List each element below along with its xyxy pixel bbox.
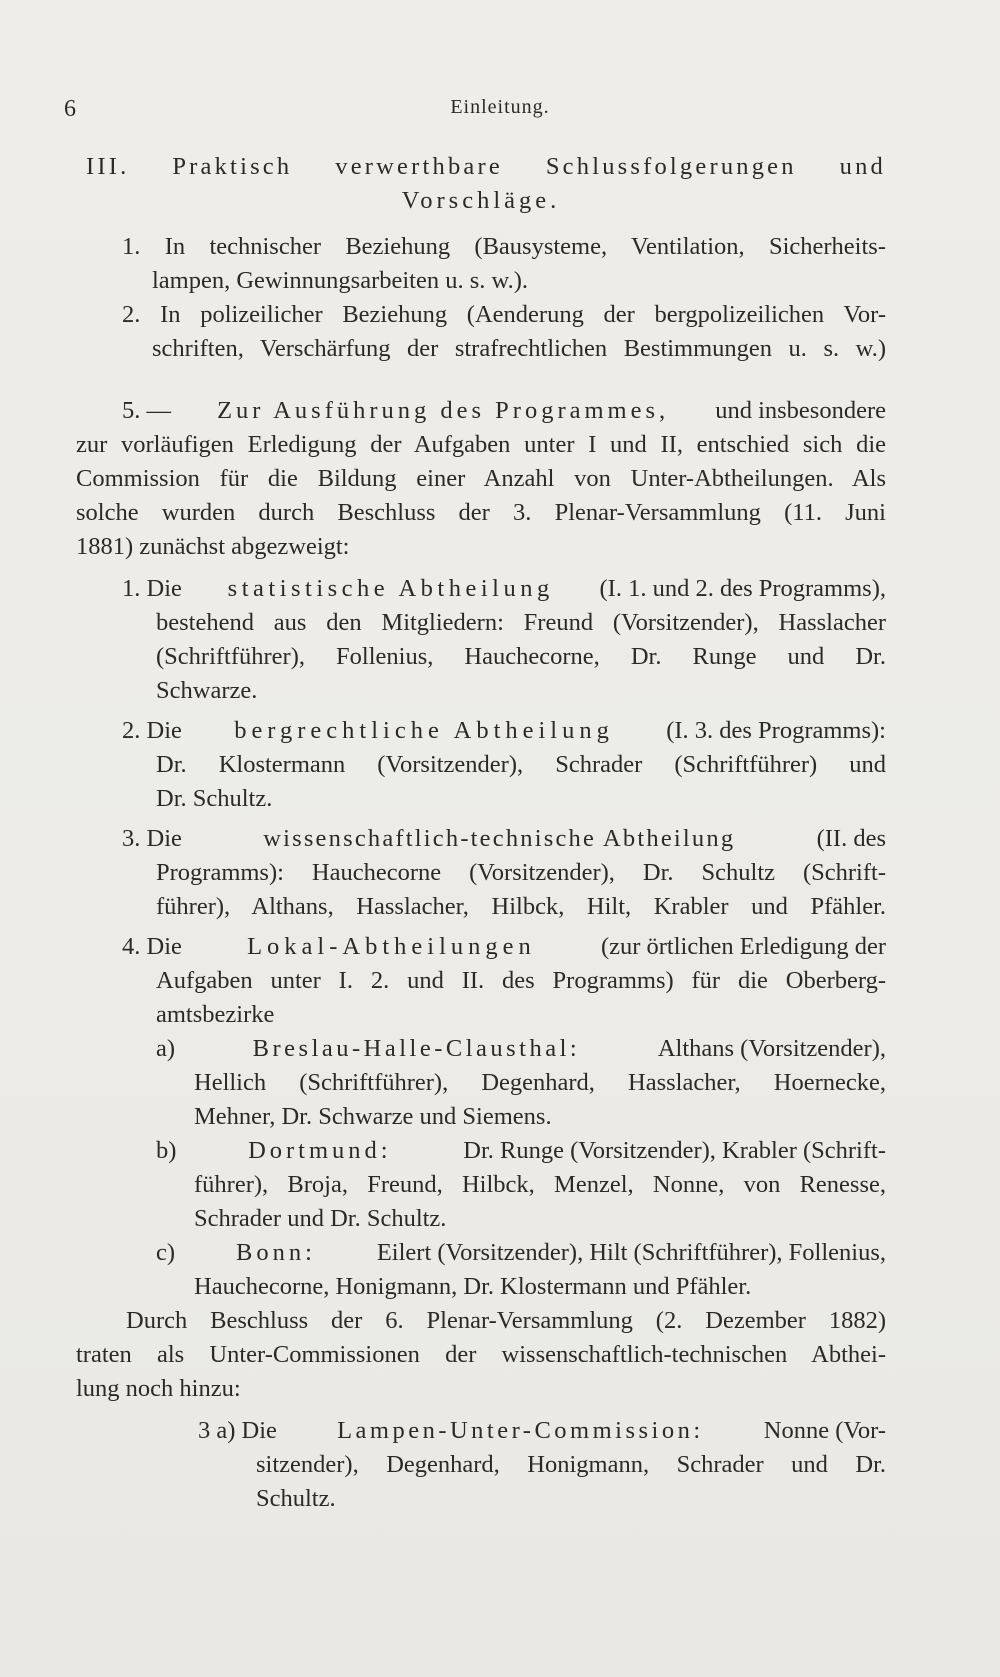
sub-3a-spaced: Lampen-Unter-Commission:: [337, 1417, 704, 1444]
abt2-line3: Dr. Schultz.: [156, 785, 273, 812]
section-item1-line2: lampen, Gewinnungsarbeiten u. s. w.).: [152, 267, 529, 294]
para5-line5: 1881) zunächst abgezweigt:: [76, 533, 350, 560]
abt1-line4: Schwarze.: [156, 677, 258, 704]
sub-a-line1: [156, 1032, 886, 1066]
page-number: 6: [64, 96, 76, 122]
abt2-spaced: bergrechtliche Abtheilung: [234, 717, 614, 744]
abt2-line2: Dr. Klostermann (Vorsitzender), Schrader (Schriftführer) und: [156, 751, 886, 778]
sub-c-label: c): [156, 1239, 176, 1266]
sub-a-rest: Althans (Vorsitzender),: [657, 1035, 886, 1062]
sub-b-label: b): [156, 1137, 177, 1164]
para5-spaced: Zur Ausführung des Programmes,: [217, 397, 670, 424]
sub-a-line3: Mehner, Dr. Schwarze und Siemens.: [194, 1103, 552, 1130]
sub-c-line2: Hauchecorne, Honigmann, Dr. Klostermann und Pfähler.: [194, 1273, 752, 1300]
abt1-rest: (I. 1. und 2. des Programms),: [599, 575, 886, 602]
para5-number: 5. —: [122, 397, 171, 424]
abt2-line1: [122, 714, 886, 748]
abt4-line1: [122, 930, 886, 964]
running-title: Einleitung.: [450, 96, 550, 118]
para5-line1: [122, 394, 886, 428]
durch-line3: lung noch hinzu:: [76, 1375, 241, 1402]
abt3-line3: führer), Althans, Hasslacher, Hilbck, Hilt, Krabler und Pfähler.: [156, 893, 886, 920]
sub-a-spaced: Breslau-Halle-Clausthal:: [252, 1035, 581, 1062]
sub-b-spaced: Dortmund:: [248, 1137, 392, 1164]
sub-3a-line3: Schultz.: [256, 1485, 336, 1512]
section-heading-line1: III. Praktisch verwerthbare Schlussfolgerungen und: [86, 153, 886, 180]
para5-line1-rest: und insbesondere: [715, 397, 886, 424]
sub-a-label: a): [156, 1035, 176, 1062]
abt1-line1: [122, 572, 886, 606]
sub-3a-line1: [198, 1414, 886, 1448]
section-heading-line2: Vorschläge.: [401, 187, 561, 214]
sub-b-line2: führer), Broja, Freund, Hilbck, Menzel, Nonne, von Renesse,: [194, 1171, 886, 1198]
sub-b-line1: [156, 1134, 886, 1168]
abt1-prefix: 1. Die: [122, 575, 182, 602]
abt2-prefix: 2. Die: [122, 717, 182, 744]
abt4-line3: amtsbezirke: [156, 1001, 275, 1028]
abt3-prefix: 3. Die: [122, 825, 182, 852]
abt3-rest: (II. des: [816, 825, 886, 852]
para5-line3: Commission für die Bildung einer Anzahl von Unter-Abtheilungen. Als: [76, 465, 886, 492]
abt4-line2: Aufgaben unter I. 2. und II. des Programms) für die Oberberg-: [156, 967, 886, 994]
sub-3a-label: 3 a) Die: [198, 1417, 277, 1444]
abt4-prefix: 4. Die: [122, 933, 182, 960]
section-item2-line2: schriften, Verschärfung der strafrechtlichen Bestimmungen u. s. w.): [152, 335, 886, 362]
durch-line1: Durch Beschluss der 6. Plenar-Versammlung (2. Dezember 1882): [126, 1307, 886, 1334]
abt4-rest: (zur örtlichen Erledigung der: [600, 933, 886, 960]
abt1-spaced: statistische Abtheilung: [227, 575, 554, 602]
sub-b-rest: Dr. Runge (Vorsitzender), Krabler (Schrift-: [463, 1137, 886, 1164]
sub-a-line2: Hellich (Schriftführer), Degenhard, Hasslacher, Hoernecke,: [194, 1069, 886, 1096]
abt1-line2: bestehend aus den Mitgliedern: Freund (Vorsitzender), Hasslacher: [156, 609, 886, 636]
sub-3a-line2: sitzender), Degenhard, Honigmann, Schrader und Dr.: [256, 1451, 886, 1478]
sub-c-rest: Eilert (Vorsitzender), Hilt (Schriftführer), Follenius,: [376, 1239, 886, 1266]
abt3-spaced: wissenschaftlich-technische Abtheilung: [263, 825, 736, 852]
abt4-spaced: Lokal-Abtheilungen: [247, 933, 536, 960]
abt1-line3: (Schriftführer), Follenius, Hauchecorne, Dr. Runge und Dr.: [156, 643, 886, 670]
sub-c-spaced: Bonn:: [235, 1239, 316, 1266]
para5-line2: zur vorläufigen Erledigung der Aufgaben unter I und II, entschied sich die: [76, 431, 886, 458]
para5-line4: solche wurden durch Beschluss der 3. Plenar-Versammlung (11. Juni: [76, 499, 886, 526]
abt3-line1: [122, 822, 886, 856]
abt3-line2: Programms): Hauchecorne (Vorsitzender), Dr. Schultz (Schrift-: [156, 859, 886, 886]
sub-3a-rest: Nonne (Vor-: [763, 1417, 886, 1444]
sub-c-line1: [156, 1236, 886, 1270]
durch-line2: traten als Unter-Commissionen der wissenschaftlich-technischen Abthei-: [76, 1341, 886, 1368]
section-item1-line1: 1. In technischer Beziehung (Bausysteme, Ventilation, Sicherheits-: [122, 233, 886, 260]
sub-b-line3: Schrader und Dr. Schultz.: [194, 1205, 447, 1232]
section-item2-line1: 2. In polizeilicher Beziehung (Aenderung der bergpolizeilichen Vor-: [122, 301, 886, 328]
abt2-rest: (I. 3. des Programms):: [666, 717, 886, 744]
